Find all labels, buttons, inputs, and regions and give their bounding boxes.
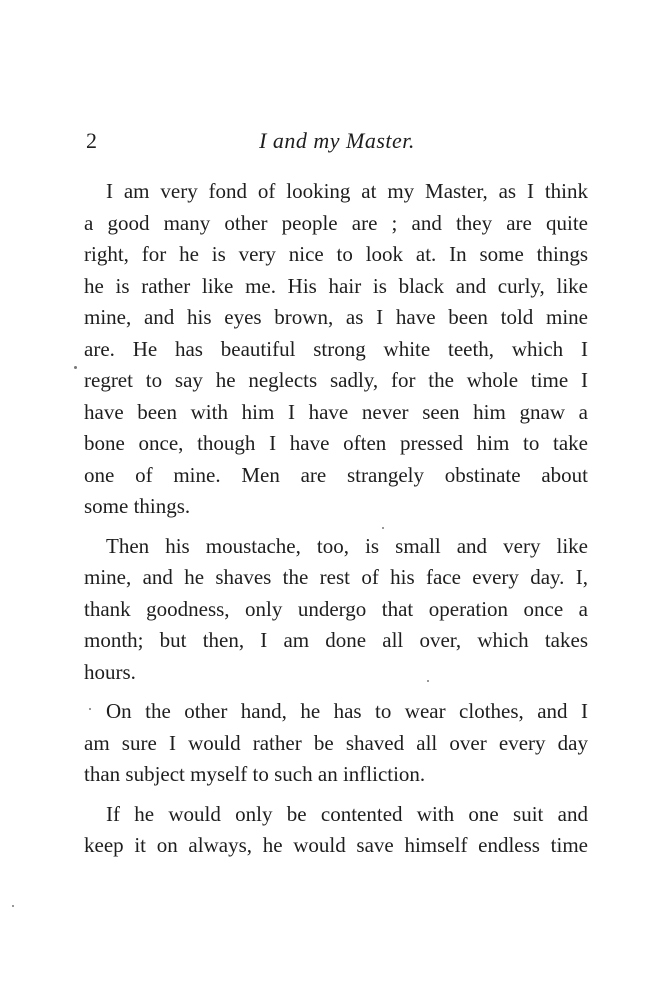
- paragraph-2: [84, 531, 588, 689]
- print-speck: [12, 905, 14, 907]
- text-line: If he would only be contented with one suit and: [106, 801, 588, 826]
- text-line: Then his moustache, too, is small and very like: [106, 533, 588, 558]
- paragraph-1: [84, 176, 588, 523]
- print-speck: [427, 680, 429, 682]
- text-line: have been with him I have never seen him gnaw a: [84, 399, 588, 424]
- text-line: mine, and his eyes brown, as I have been told mine: [84, 305, 588, 329]
- text-line: hours.: [84, 659, 136, 684]
- text-line: keep it on always, he would save himself endless time: [84, 833, 588, 857]
- print-speck: [382, 527, 384, 529]
- text-line: I am very fond of looking at my Master, as I think: [106, 179, 588, 203]
- text-line: mine, and he shaves the rest of his face every day. I,: [84, 565, 588, 589]
- text-line: regret to say he neglects sadly, for the whole time I: [84, 368, 588, 392]
- text-line: On the other hand, he has to wear clothes, and I: [106, 699, 588, 723]
- text-line: one of mine. Men are strangely obstinate about: [84, 462, 588, 487]
- text-line: am sure I would rather be shaved all over every day: [84, 730, 588, 755]
- text-line: are. He has beautiful strong white teeth, which I: [84, 336, 588, 361]
- print-speck: [89, 708, 91, 710]
- text-line: a good many other people are ; and they are quite: [84, 210, 588, 235]
- body-text: [84, 176, 588, 862]
- text-line: some things.: [84, 494, 191, 518]
- page-number: 2: [86, 128, 97, 153]
- paragraph-3: [84, 696, 588, 791]
- running-head: [86, 126, 588, 156]
- text-line: month; but then, I am done all over, which takes: [84, 628, 588, 652]
- text-line: he is rather like me. His hair is black and curly, like: [84, 273, 588, 298]
- text-line: thank goodness, only undergo that operation once a: [84, 596, 588, 621]
- running-title: I and my Master.: [259, 128, 415, 153]
- text-line: right, for he is very nice to look at. In some things: [84, 242, 588, 266]
- text-line: than subject myself to such an infliction.: [84, 762, 426, 786]
- print-speck: [74, 366, 77, 369]
- text-line: bone once, though I have often pressed him to take: [84, 431, 588, 455]
- paragraph-4: [84, 799, 588, 862]
